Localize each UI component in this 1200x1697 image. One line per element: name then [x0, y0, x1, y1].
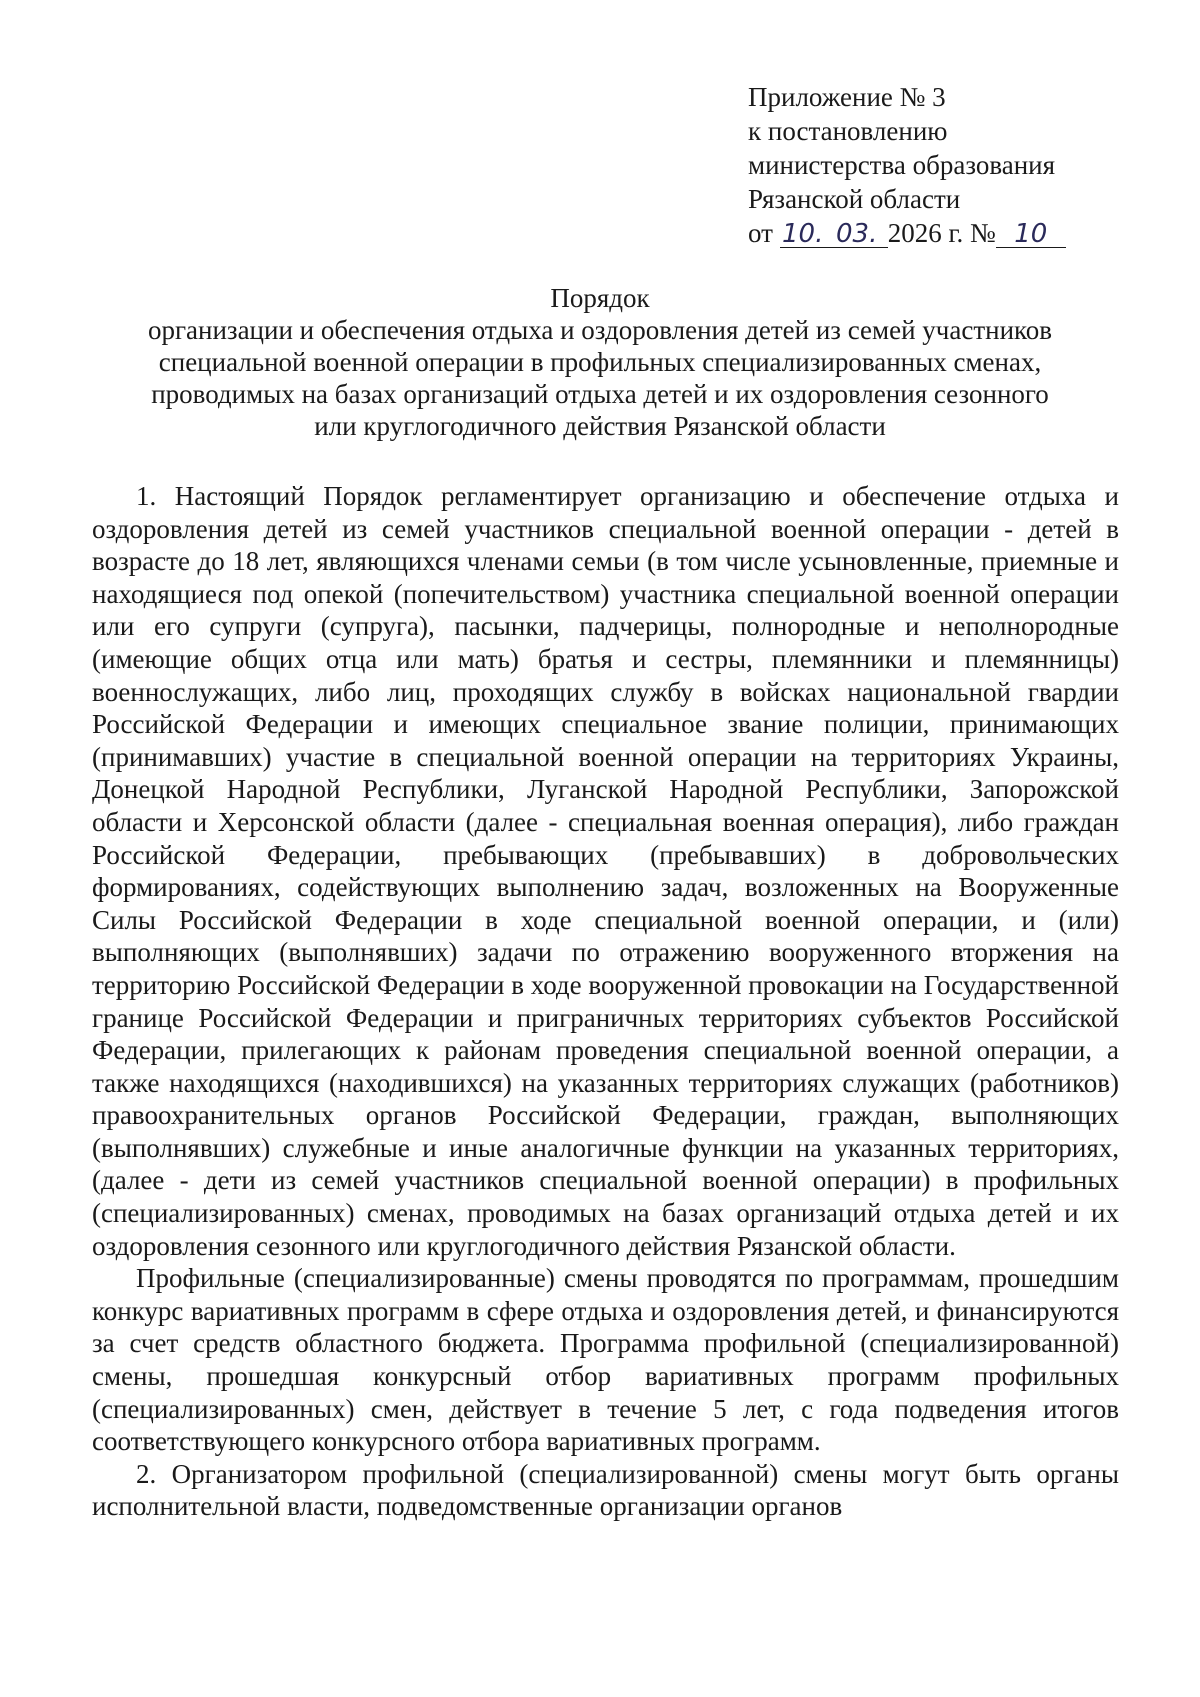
paragraph-1: 1. Настоящий Порядок регламентирует организацию и обеспечение отдыха и оздоровления детей из семей участников специальной военной операции - детей в возрасте до 18 лет, являющихся членами семьи (в том числе усыновленные, приемные и находящиеся под опекой (попечительством) участника специальной военной операции или его супруги (супруга), пасынки, падчерицы, полнородные и неполнородные (имеющие общих отца или мать) братья и сестры, племянники и племянницы) военнослужащих, либо лиц, проходящих службу в войсках национальной гвардии Российской Федерации и имеющих специальное звание полиции, принимающих (принимавших) участие в специальной военной операции на территориях Украины, Донецкой Народной Республики, Луганской Народной Республики, Запорожской области и Херсонской области (далее - специальная военная операция), либо граждан Российской Федерации, пребывающих (пребывавших) в добровольческих формированиях, содействующих выполнению задач, возложенных на Вооруженные Силы Российской Федерации в ходе специальной военной операции, и (или) выполняющих (выполнявших) задачи по отражению вооруженного вторжения на территорию Российской Федерации в ходе вооруженной провокации на Государственной границе Российской Федерации и приграничных территориях субъектов Российской Федерации, прилегающих к районам проведения специальной военной операции, а также находящихся (находившихся) на указанных территориях служащих (работников) правоохранительных органов Российской Федерации, граждан, выполняющих (выполнявших) служебные и иные аналогичные функции на указанных территориях, (далее - дети из семей участников специальной военной операции) в профильных (специализированных) сменах, проводимых на базах организаций отдыха детей и их оздоровления сезонного или круглогодичного действия Рязанской области.: [92, 481, 1119, 1261]
date-year: 2026 г. №: [887, 218, 996, 248]
appendix-line-1: Приложение № 3: [748, 82, 946, 112]
title-line-2: специальной военной операции в профильных специализированных сменах,: [158, 347, 1042, 377]
paragraph-2: Профильные (специализированные) смены проводятся по программам, прошедшим конкурс вариативных программ в сфере отдыха и оздоровления детей, и финансируются за счет средств областного бюджета. Программа профильной (специализированной) смены, прошедшая конкурсный отбор вариативных программ профильных (специализированных) смен, действует в течение 5 лет, с года подведения итогов соответствующего конкурсного отбора вариативных программ.: [92, 1263, 1119, 1457]
title-heading: Порядок: [550, 283, 650, 313]
appendix-date-line: [748, 216, 1066, 250]
appendix-line-3: министерства образования: [748, 150, 1056, 180]
date-prefix: от: [748, 218, 773, 248]
title-line-3: проводимых на базах организаций отдыха детей и их оздоровления сезонного: [151, 379, 1049, 409]
appendix-line-2: к постановлению: [748, 116, 948, 146]
appendix-block: [748, 80, 1066, 250]
appendix-line-4: Рязанской области: [748, 184, 961, 214]
document-body: [92, 480, 1119, 1523]
document-title: [100, 282, 1100, 442]
handwritten-doc-number: 10: [996, 221, 1066, 248]
paragraph-3: 2. Организатором профильной (специализированной) смены могут быть органы исполнительной власти, подведомственные организации органов: [92, 1458, 1119, 1522]
title-line-4: или круглогодичного действия Рязанской области: [314, 411, 886, 441]
title-line-1: организации и обеспечения отдыха и оздоровления детей из семей участников: [147, 315, 1053, 345]
handwritten-day: 10.: [780, 221, 826, 248]
handwritten-month: 03.: [826, 221, 888, 248]
